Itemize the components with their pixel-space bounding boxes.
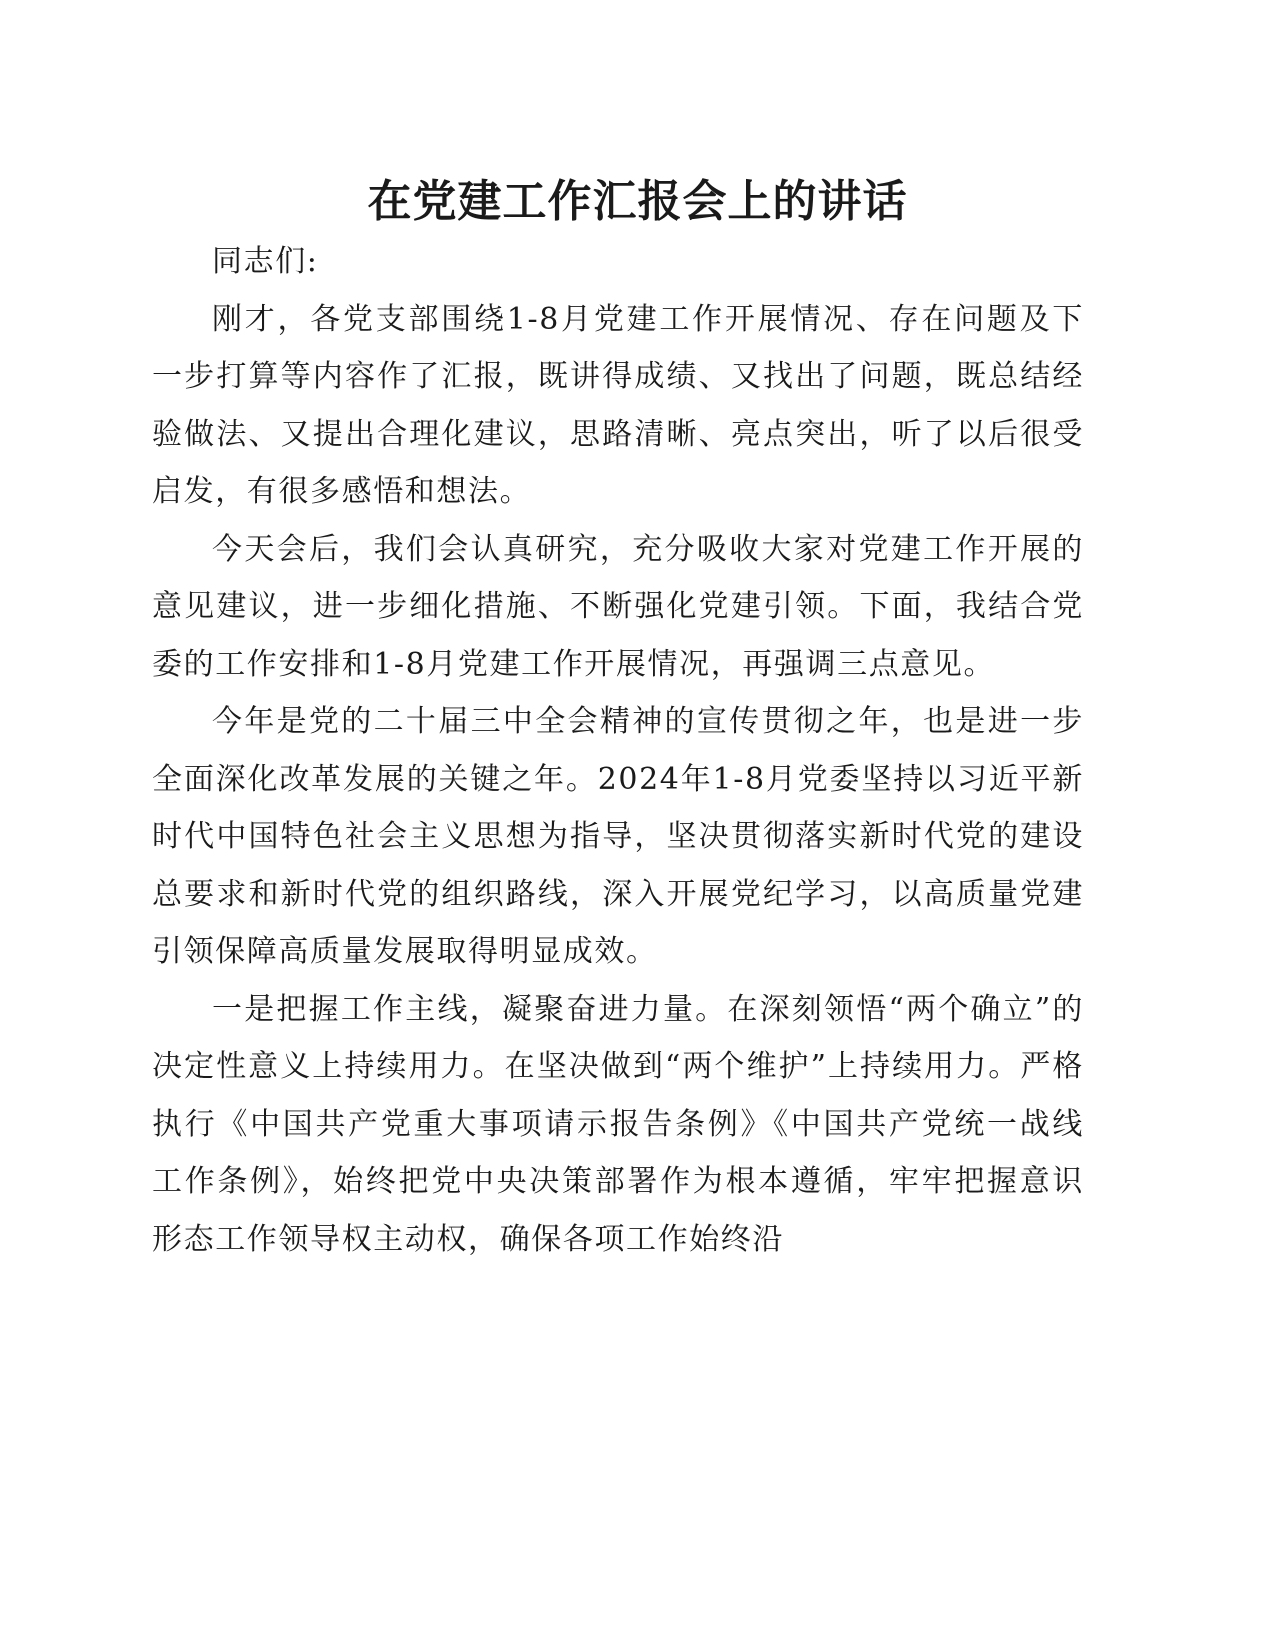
salutation: 同志们: [212, 244, 319, 279]
page-title: 在党建工作汇报会上的讲话 [367, 176, 908, 227]
paragraph-1: 刚才，各党支部围绕1-8月党建工作开展情况、存在问题及下一步打算等内容作了汇报，既讲得成绩、又找出了问题，既总结经验做法、又提出合理化建议，思路清晰、亮点突出，听了以后很受启发，有很多感悟和想法。 [152, 301, 1084, 509]
paragraph-2: 今天会后，我们会认真研究，充分吸收大家对党建工作开展的意见建议，进一步细化措施、不断强化党建引领。下面，我结合党委的工作安排和1-8月党建工作开展情况，再强调三点意见。 [152, 531, 1084, 682]
paragraph-4: 一是把握工作主线，凝聚奋进力量。在深刻领悟“两个确立”的决定性意义上持续用力。在坚决做到“两个维护”上持续用力。严格执行《中国共产党重大事项请示报告条例》《中国共产党统一战线工作条例》，始终把党中央决策部署作为根本遵循，牢牢把握意识形态工作领导权主动权，确保各项工作始终沿 [152, 991, 1084, 1257]
paragraph-3: 今年是党的二十届三中全会精神的宣传贯彻之年，也是进一步全面深化改革发展的关键之年。2024年1-8月党委坚持以习近平新时代中国特色社会主义思想为指导，坚决贯彻落实新时代党的建设总要求和新时代党的组织路线，深入开展党纪学习，以高质量党建引领保障高质量发展取得明显成效。 [152, 704, 1084, 969]
document-body [152, 233, 1084, 1268]
